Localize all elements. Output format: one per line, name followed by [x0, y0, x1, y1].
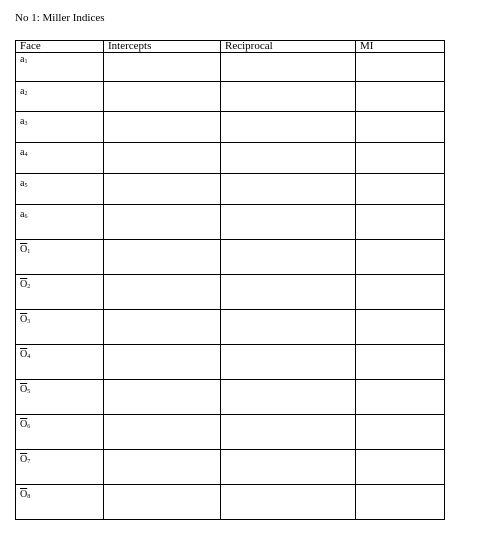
face-cell: [16, 345, 104, 380]
face-label-base: $\overline{O}$: [20, 279, 28, 290]
table-row: [16, 450, 445, 485]
table-row: [16, 485, 445, 520]
reciprocal-cell: [221, 415, 356, 450]
header-intercepts: Intercepts: [104, 41, 221, 53]
face-label-base: $\overline{O}$: [20, 454, 28, 465]
header-mi: MI: [356, 41, 445, 53]
intercepts-cell: [104, 143, 221, 174]
table-row: [16, 310, 445, 345]
document-title: No 1: Miller Indices: [15, 12, 105, 24]
reciprocal-cell: [221, 310, 356, 345]
face-label-base: $\overline{O}$: [20, 384, 28, 395]
intercepts-cell: [104, 415, 221, 450]
mi-cell: [356, 450, 445, 485]
face-cell: [16, 275, 104, 310]
face-cell: [16, 450, 104, 485]
table-row: [16, 380, 445, 415]
reciprocal-cell: [221, 82, 356, 112]
mi-cell: [356, 415, 445, 450]
reciprocal-cell: [221, 450, 356, 485]
intercepts-cell: [104, 174, 221, 205]
face-label-base: a: [20, 178, 25, 189]
intercepts-cell: [104, 345, 221, 380]
face-label-base: $\overline{O}$: [20, 349, 28, 360]
face-label-subscript: 6: [27, 424, 31, 430]
face-label-subscript: 1: [24, 59, 28, 65]
reciprocal-cell: [221, 143, 356, 174]
face-cell: [16, 53, 104, 82]
mi-cell: [356, 53, 445, 82]
face-label-base: a: [20, 54, 25, 65]
face-cell: [16, 205, 104, 240]
face-label: [20, 275, 30, 293]
intercepts-cell: [104, 205, 221, 240]
header-face: Face: [16, 41, 104, 53]
table-row: [16, 345, 445, 380]
table-row: [16, 205, 445, 240]
table-row: [16, 112, 445, 143]
face-label-subscript: 1: [27, 249, 31, 255]
reciprocal-cell: [221, 205, 356, 240]
reciprocal-cell: [221, 345, 356, 380]
intercepts-cell: [104, 485, 221, 520]
face-label-base: a: [20, 209, 25, 220]
face-label-base: a: [20, 116, 25, 127]
face-label: [20, 240, 30, 258]
face-label-base: $\overline{O}$: [20, 489, 28, 500]
face-label: [20, 174, 27, 192]
face-label-subscript: 3: [27, 319, 31, 325]
mi-cell: [356, 174, 445, 205]
face-cell: [16, 415, 104, 450]
table-row: [16, 53, 445, 82]
face-label: [20, 143, 27, 161]
reciprocal-cell: [221, 174, 356, 205]
reciprocal-cell: [221, 485, 356, 520]
mi-cell: [356, 380, 445, 415]
face-label-base: $\overline{O}$: [20, 244, 28, 255]
face-label: [20, 310, 30, 328]
mi-cell: [356, 205, 445, 240]
table-row: [16, 275, 445, 310]
face-label-subscript: 5: [27, 389, 31, 395]
face-label-subscript: 7: [27, 459, 31, 465]
intercepts-cell: [104, 240, 221, 275]
face-label: [20, 53, 27, 68]
face-label-subscript: 2: [24, 91, 28, 97]
face-label-subscript: 8: [27, 494, 31, 500]
reciprocal-cell: [221, 380, 356, 415]
miller-indices-table: [15, 40, 445, 520]
face-label-subscript: 5: [24, 183, 28, 189]
table-header-row: [16, 41, 445, 53]
table-body: [16, 53, 445, 520]
header-reciprocal: Reciprocal: [221, 41, 356, 53]
face-label-subscript: 4: [24, 152, 28, 158]
face-label: [20, 345, 30, 363]
face-label-subscript: 6: [24, 214, 28, 220]
table-row: [16, 82, 445, 112]
face-label-subscript: 2: [27, 284, 31, 290]
intercepts-cell: [104, 112, 221, 143]
mi-cell: [356, 82, 445, 112]
face-label: [20, 380, 30, 398]
intercepts-cell: [104, 310, 221, 345]
reciprocal-cell: [221, 240, 356, 275]
face-label: [20, 485, 30, 503]
reciprocal-cell: [221, 112, 356, 143]
mi-cell: [356, 310, 445, 345]
face-label-base: $\overline{O}$: [20, 419, 28, 430]
table-row: [16, 174, 445, 205]
table-row: [16, 415, 445, 450]
face-label: [20, 415, 30, 433]
intercepts-cell: [104, 380, 221, 415]
table-row: [16, 143, 445, 174]
mi-cell: [356, 240, 445, 275]
face-cell: [16, 485, 104, 520]
table-row: [16, 240, 445, 275]
intercepts-cell: [104, 450, 221, 485]
intercepts-cell: [104, 82, 221, 112]
mi-cell: [356, 345, 445, 380]
intercepts-cell: [104, 53, 221, 82]
face-label-base: $\overline{O}$: [20, 314, 28, 325]
face-cell: [16, 310, 104, 345]
face-label: [20, 112, 27, 130]
face-cell: [16, 143, 104, 174]
face-cell: [16, 240, 104, 275]
face-cell: [16, 174, 104, 205]
mi-cell: [356, 485, 445, 520]
face-cell: [16, 112, 104, 143]
mi-cell: [356, 275, 445, 310]
reciprocal-cell: [221, 53, 356, 82]
mi-cell: [356, 143, 445, 174]
face-label-base: a: [20, 86, 25, 97]
face-cell: [16, 380, 104, 415]
face-label: [20, 82, 27, 100]
reciprocal-cell: [221, 275, 356, 310]
face-label: [20, 205, 27, 223]
face-label: [20, 450, 30, 468]
face-label-subscript: 4: [27, 354, 31, 360]
face-label-base: a: [20, 147, 25, 158]
face-cell: [16, 82, 104, 112]
face-label-subscript: 3: [24, 121, 28, 127]
intercepts-cell: [104, 275, 221, 310]
mi-cell: [356, 112, 445, 143]
